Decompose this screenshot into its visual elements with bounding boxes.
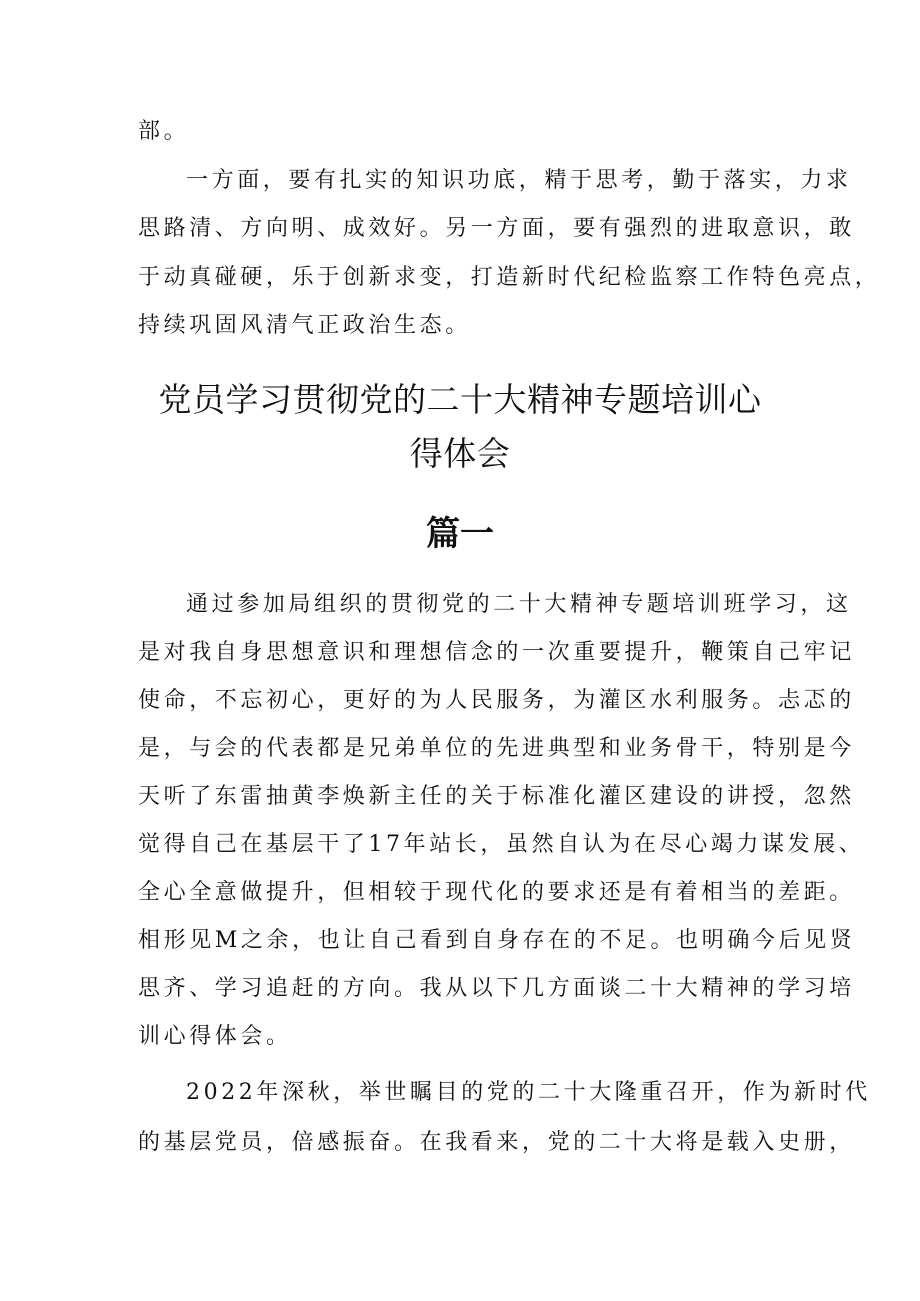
intro-line-3: 思路清、方向明、成效好。另一方面，要有强烈的进取意识，敢 bbox=[138, 216, 855, 241]
main-line-8: 相形见M之余，也让自己看到自身存在的不足。也明确今后见贤 bbox=[138, 928, 856, 953]
main-line-3: 使命，不忘初心，更好的为人民服务，为灌区水利服务。忐忑的 bbox=[138, 688, 855, 713]
intro-line-5: 持续巩固风清气正政治生态。 bbox=[138, 313, 471, 338]
intro-line-1: 部。 bbox=[138, 119, 190, 144]
main-line-9: 思齐、学习追赶的方向。我从以下几方面谈二十大精神的学习培 bbox=[138, 976, 855, 1001]
last-line-1: 2022年深秋，举世瞩目的党的二十大隆重召开，作为新时代 bbox=[186, 1080, 871, 1105]
main-line-1: 通过参加局组织的贯彻党的二十大精神专题培训班学习，这 bbox=[186, 592, 852, 617]
main-line-6: 觉得自己在基层干了17年站长，虽然自认为在尽心竭力谋发展、 bbox=[138, 832, 865, 857]
document-title-line-1: 党员学习贯彻党的二十大精神专题培训心 bbox=[158, 380, 762, 419]
intro-line-2: 一方面，要有扎实的知识功底，精于思考，勤于落实，力求 bbox=[186, 168, 852, 193]
main-line-10: 训心得体会。 bbox=[138, 1024, 292, 1049]
intro-line-4: 于动真碰硬，乐于创新求变，打造新时代纪检监察工作特色亮点， bbox=[138, 265, 881, 290]
main-line-7: 全心全意做提升，但相较于现代化的要求还是有着相当的差距。 bbox=[138, 880, 855, 905]
section-heading: 篇一 bbox=[426, 514, 494, 554]
main-line-4: 是，与会的代表都是兄弟单位的先进典型和业务骨干，特别是今 bbox=[138, 736, 855, 761]
last-line-2: 的基层党员，倍感振奋。在我看来，党的二十大将是载入史册， bbox=[138, 1130, 855, 1155]
main-line-2: 是对我自身思想意识和理想信念的一次重要提升，鞭策自己牢记 bbox=[138, 640, 855, 665]
document-title-line-2: 得体会 bbox=[409, 434, 511, 473]
main-line-5: 天听了东雷抽黄李焕新主任的关于标准化灌区建设的讲授，忽然 bbox=[138, 784, 855, 809]
